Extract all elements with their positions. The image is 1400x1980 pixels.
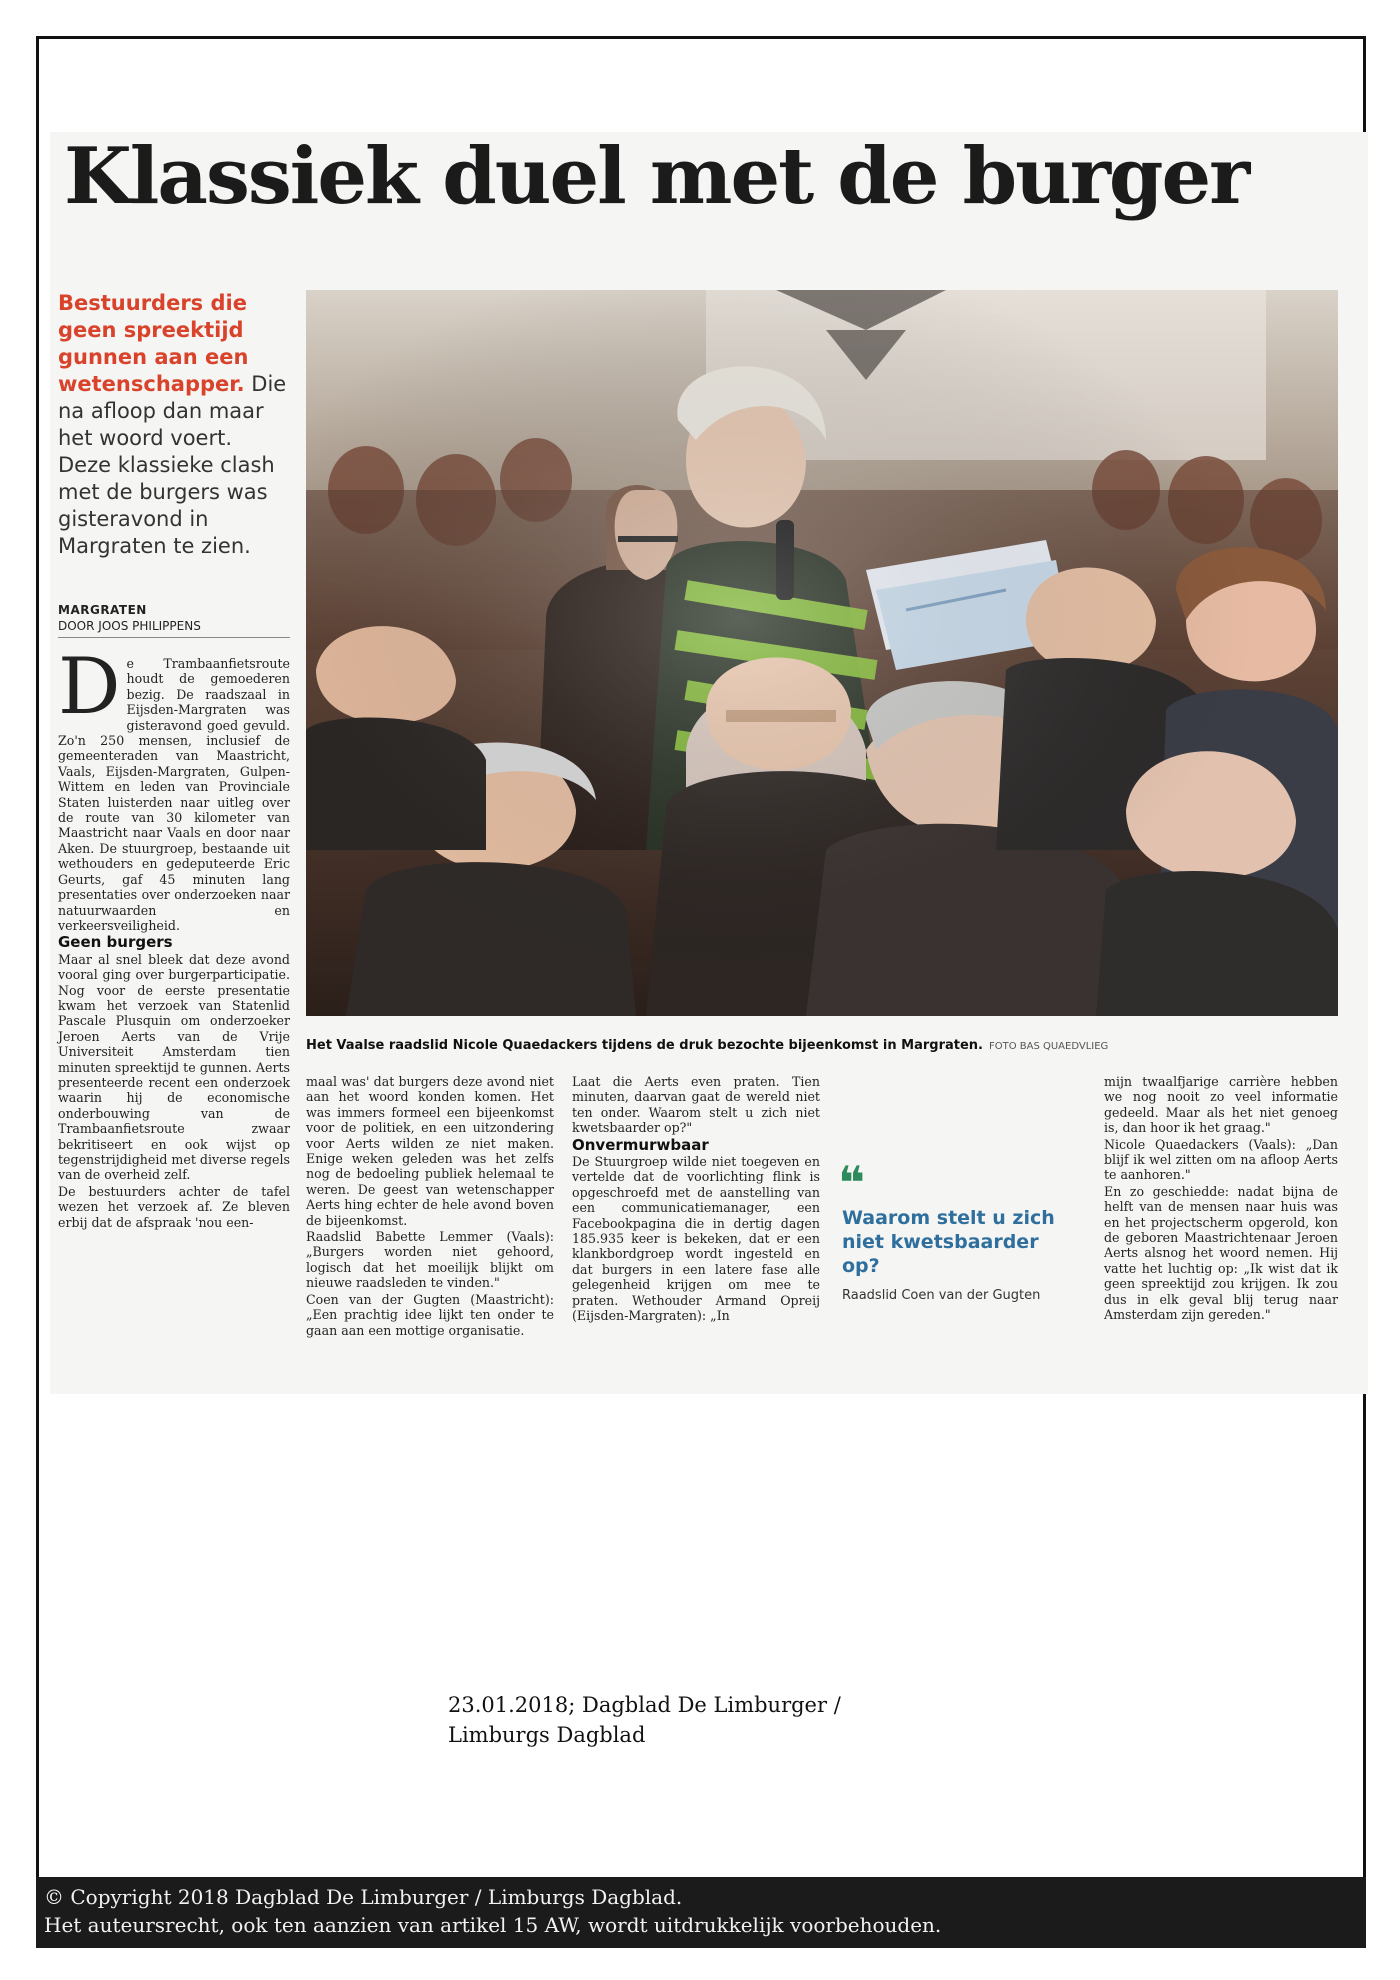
column-5 [1104,1074,1338,1324]
photo-caption [306,1038,1338,1053]
body-paragraph-3: De bestuurders achter de tafel wezen het verzoek af. Ze bleven erbij dat de afspraak 'nou een- [58,1183,290,1230]
intro-lead: Bestuurders die geen spreektijd gunnen aan een wetenschapper. [58,291,249,396]
byline: DOOR JOOS PHILIPPENS [58,619,201,633]
column-3 [572,1074,820,1325]
col2-paragraph-1: maal was' dat burgers deze avond niet aan het woord konden komen. Het was immers formeel een bijeenkomst voor de politiek, en een uitzondering voor Aerts wilden ze niet maken. Enige weken geleden was het zelfs nog de bedoeling publiek helemaal te weren. De geest van wetenschapper Aerts hing echter de hele avond boven de bijeenkomst. [306,1074,554,1228]
source-line: 23.01.2018; Dagblad De Limburger / Limburgs Dagblad [448,1693,841,1747]
photo-illustration [306,290,1338,1016]
article-headline: Klassiek duel met de burger [64,131,1249,222]
body-paragraph-2: Maar al snel bleek dat deze avond vooral ging over burgerparticipatie. Nog voor de eerste presentatie kwam het verzoek van Statenlid Pascale Plusquin om onderzoeker Jeroen Aerts van de Vrije Universiteit Amsterdam tien minuten spreektijd te gunnen. Aerts presenteerde recent een onderzoek waarin hij de economische onderbouwing van de Trambaanfietsroute zwaar bekritiseert en ook wijst op tegenstrijdigheid met diverse regels van de overheid zelf. [58,951,290,1183]
dateline-place: MARGRATEN [58,603,147,617]
quote-mark-icon: ❝ [838,1156,865,1210]
subhead-onvermurwbaar: Onvermurwbaar [572,1135,709,1154]
intro-rest: Die na afloop dan maar het woord voert. Deze klassieke clash met de burgers was gisteravond in Margraten te zien. [58,372,287,558]
copyright-line-1: © Copyright 2018 Dagblad De Limburger / Limburgs Dagblad. [44,1885,683,1909]
drop-cap: D [58,642,121,732]
col5-paragraph-1: mijn twaalfjarige carrière hebben we nog nooit zo veel informatie gedeeld. Maar als het niet genoeg is, dan hoor ik het graag." [1104,1074,1338,1136]
col3-paragraph-2: De Stuurgroep wilde niet toegeven en vertelde dat de voorlichting flink is opgeschroefd met de aanstelling van een communicatiemanager, een Facebookpagina die in dertig dagen 185.935 keer is bekeken, dat er een klankbordgroep wordt ingesteld en dat burgers in een latere fase alle gelegenheid krijgen om mee te praten. Wethouder Armand Opreij (Eijsden-Margraten): „In [572,1154,820,1324]
column-1 [58,642,290,1231]
col2-paragraph-2: Raadslid Babette Lemmer (Vaals): „Burgers worden niet gehoord, logisch dat het moeilijk blijkt om nieuwe raadsleden te vinden." [306,1229,554,1291]
dateline [58,602,290,638]
article-intro [58,290,290,560]
body-paragraph-1: e Trambaanfietsroute houdt de gemoederen bezig. De raadszaal in Eijsden-Margraten was gisteravond goed gevuld. Zo'n 250 mensen, inclusief de gemeenteraden van Maastricht, Vaals, Eijsden-Margraten, Gulpen-Wittem en leden van Provinciale Staten luisterden naar uitleg over de route van 30 kilometer van Maastricht naar Vaals en door naar Aken. De stuurgroep, bestaande uit wethouders en gedeputeerde Eric Geurts, gaf 45 minuten lang presentaties over onderzoeken naar natuurwaarden en verkeersveiligheid. [58,656,290,933]
col5-paragraph-3: En zo geschiedde: nadat bijna de helft van de mensen naar huis was en het projectscherm opgerold, kon de geboren Maastrichtenaar Jeroen Aerts alsnog het woord nemen. Hij vatte het luchtig op: „Ik wist dat ik geen spreektijd zou krijgen. Ik zou dus in elk geval blij terug naar Amsterdam zijn gereden." [1104,1183,1338,1323]
copyright-footer [36,1877,1366,1948]
copyright-line-2: Het auteursrecht, ook ten aanzien van artikel 15 AW, wordt uitdrukkelijk voorbehouden. [44,1913,942,1937]
subhead-geen-burgers: Geen burgers [58,933,173,952]
col5-paragraph-2: Nicole Quaedackers (Vaals): „Dan blijf ik wel zitten om na afloop Aerts te aanhoren." [1104,1136,1338,1183]
pull-quote: Waarom stelt u zich niet kwetsbaarder op? [842,1207,1055,1277]
column-2 [306,1074,554,1339]
photo-credit: FOTO BAS QUAEDVLIEG [988,1041,1109,1052]
pull-quote-attribution: Raadslid Coen van der Gugten [842,1288,1041,1303]
article-photo [306,290,1338,1016]
col3-paragraph-1: Laat die Aerts even praten. Tien minuten, daarvan gaat de wereld niet ten onder. Waarom stelt u zich niet kwetsbaarder op?" [572,1074,820,1136]
caption-text: Het Vaalse raadslid Nicole Quaedackers tijdens de druk bezochte bijeenkomst in Margraten. [306,1038,983,1053]
col2-paragraph-3: Coen van der Gugten (Maastricht): „Een prachtig idee lijkt ten onder te gaan aan een mottige organisatie. [306,1291,554,1338]
